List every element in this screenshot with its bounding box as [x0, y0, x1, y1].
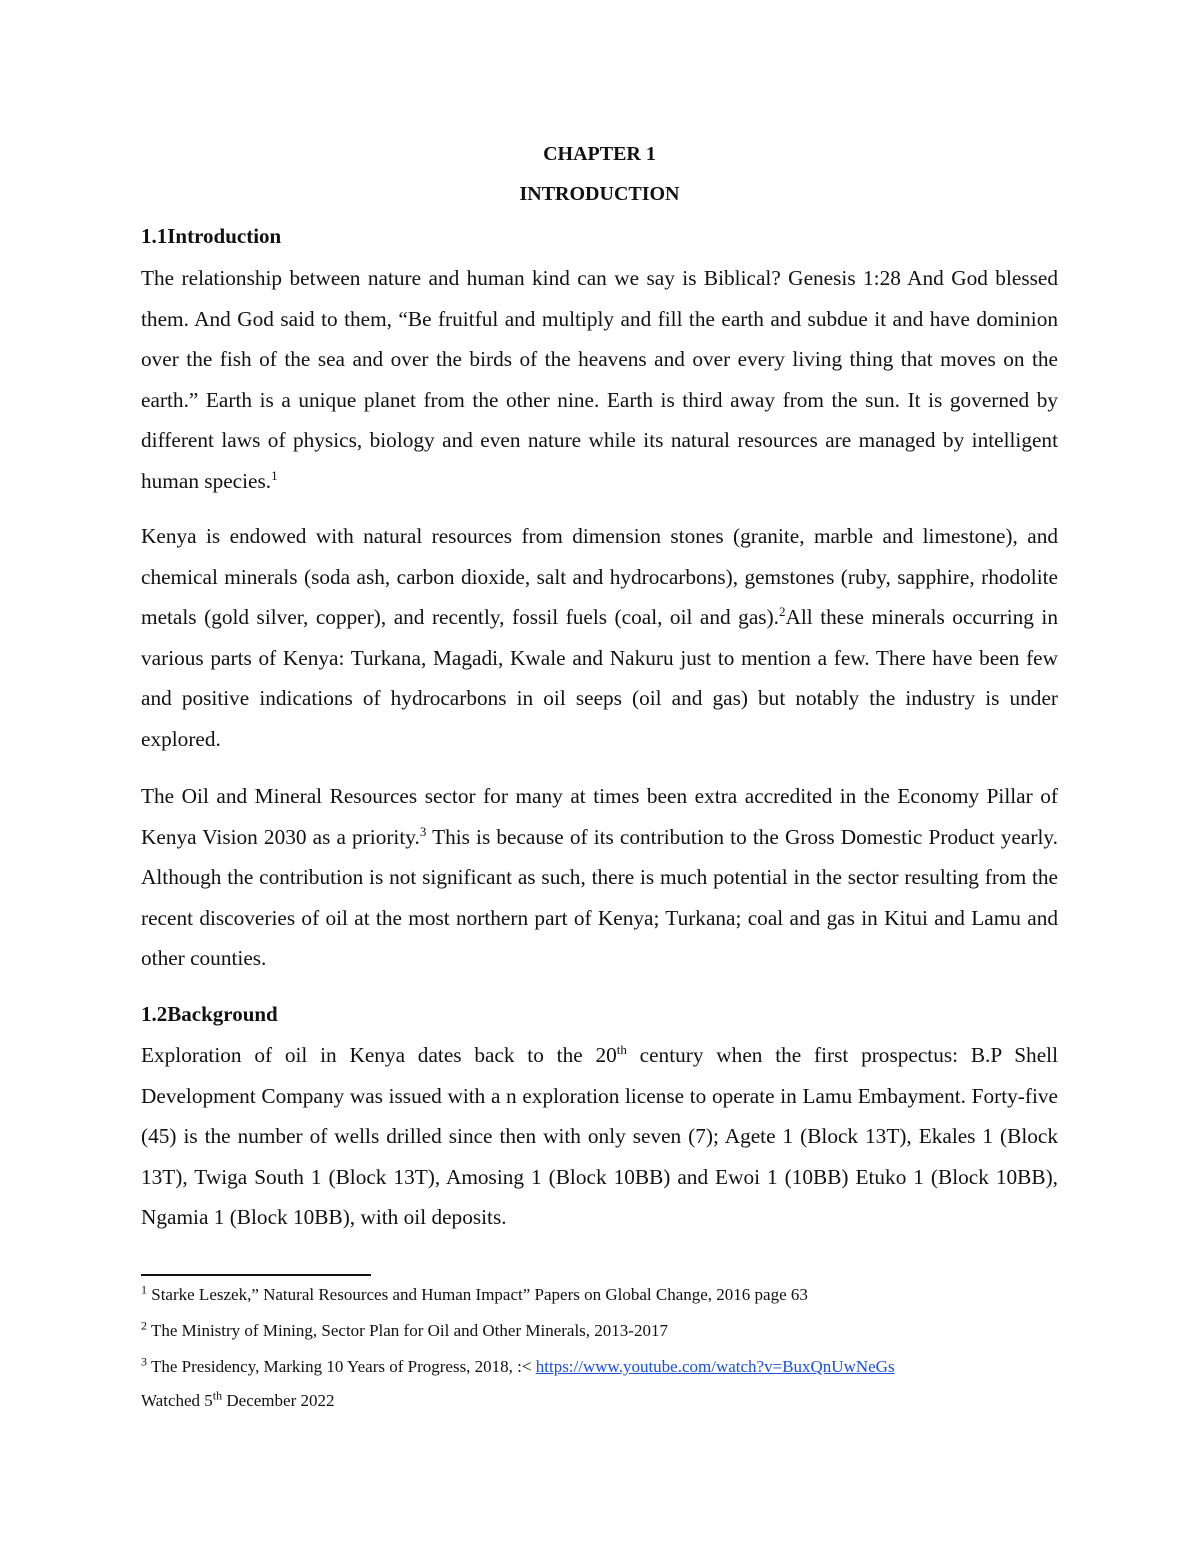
- footnote-3-text: The Presidency, Marking 10 Years of Progress, 2018, :<: [147, 1357, 536, 1376]
- watched-ordinal-suffix: th: [212, 1388, 223, 1403]
- background-paragraph-1-text-after: century when the first prospectus: B.P Shell Development Company was issued with a n exploration license to operate in Lamu Embayment. Forty-five (45) is the number of wells drilled since then with only seven (7); Agete 1 (Block 13T), Ekales 1 (Block 13T), Twiga South 1 (Block 13T), Amosing 1 (Block 10BB) and Ewoi 1 (10BB) Etuko 1 (Block 10BB), Ngamia 1 (Block 10BB), with oil deposits.: [141, 1043, 1058, 1229]
- footnote-2-mark: 2: [141, 1318, 147, 1333]
- intro-paragraph-3-text-after: This is because of its contribution to the Gross Domestic Product yearly. Although the contribution is not significant as such, there is much potential in the sector resulting from the recent discoveries of oil at the most northern part of Kenya; Turkana; coal and gas in Kitui and Lamu and other counties.: [141, 824, 1058, 970]
- watched-text-before: Watched 5: [141, 1391, 213, 1410]
- footnote-1-text: Starke Leszek,” Natural Resources and Human Impact” Papers on Global Change, 2016 page 63: [147, 1285, 808, 1304]
- footnote-1-mark: 1: [141, 1282, 147, 1297]
- intro-paragraph-2: [141, 516, 1058, 759]
- chapter-title: INTRODUCTION: [519, 183, 680, 205]
- intro-paragraph-2-text-before: Kenya is endowed with natural resources from dimension stones (granite, marble and limestone), and chemical minerals (soda ash, carbon dioxide, salt and hydrocarbons), gemstones (ruby, sapphire, rhodolite metals (gold silver, copper), and recently, fossil fuels (coal, oil and gas).: [141, 524, 1058, 629]
- section-heading-introduction: 1.1Introduction: [141, 224, 282, 248]
- intro-paragraph-3: [141, 776, 1058, 979]
- footnote-separator: [141, 1274, 371, 1276]
- intro-paragraph-1-text: The relationship between nature and human kind can we say is Biblical? Genesis 1:28 And God blessed them. And God said to them, “Be fruitful and multiply and fill the earth and subdue it and have dominion over the fish of the sea and over the birds of the heavens and over every living thing that moves on the earth.” Earth is a unique planet from the other nine. Earth is third away from the sun. It is governed by different laws of physics, biology and even nature while its natural resources are managed by intelligent human species.: [141, 266, 1058, 493]
- background-paragraph-1: [141, 1035, 1058, 1238]
- watched-text-after: December 2022: [222, 1391, 335, 1410]
- footnote-ref-1[interactable]: 1: [271, 467, 278, 483]
- background-paragraph-1-text-before: Exploration of oil in Kenya dates back to the 20: [141, 1043, 617, 1067]
- footnote-3-watched-date: [141, 1389, 1058, 1413]
- footnote-1: [141, 1283, 1058, 1307]
- footnote-ref-3[interactable]: 3: [419, 823, 427, 839]
- chapter-number: CHAPTER 1: [543, 143, 656, 165]
- section-heading-background: 1.2Background: [141, 1002, 278, 1026]
- footnote-3: [141, 1355, 1058, 1379]
- footnote-2: [141, 1319, 1058, 1343]
- footnote-2-text: The Ministry of Mining, Sector Plan for Oil and Other Minerals, 2013-2017: [147, 1321, 668, 1340]
- footnote-ref-2[interactable]: 2: [778, 603, 786, 619]
- intro-paragraph-1: [141, 258, 1058, 501]
- intro-paragraph-2-text-after: All these minerals occurring in various parts of Kenya: Turkana, Magadi, Kwale and Nakuru just to mention a few. There have been few and positive indications of hydrocarbons in oil seeps (oil and gas) but notably the industry is under explored.: [141, 605, 1058, 751]
- century-ordinal-suffix: th: [616, 1041, 627, 1057]
- intro-paragraph-3-text-before: The Oil and Mineral Resources sector for many at times been extra accredited in the Economy Pillar of Kenya Vision 2030 as a priority.: [141, 784, 1058, 849]
- footnote-3-link[interactable]: https://www.youtube.com/watch?v=BuxQnUwNeGs: [535, 1357, 895, 1376]
- document-page: [141, 0, 1058, 1553]
- footnote-3-mark: 3: [141, 1354, 147, 1369]
